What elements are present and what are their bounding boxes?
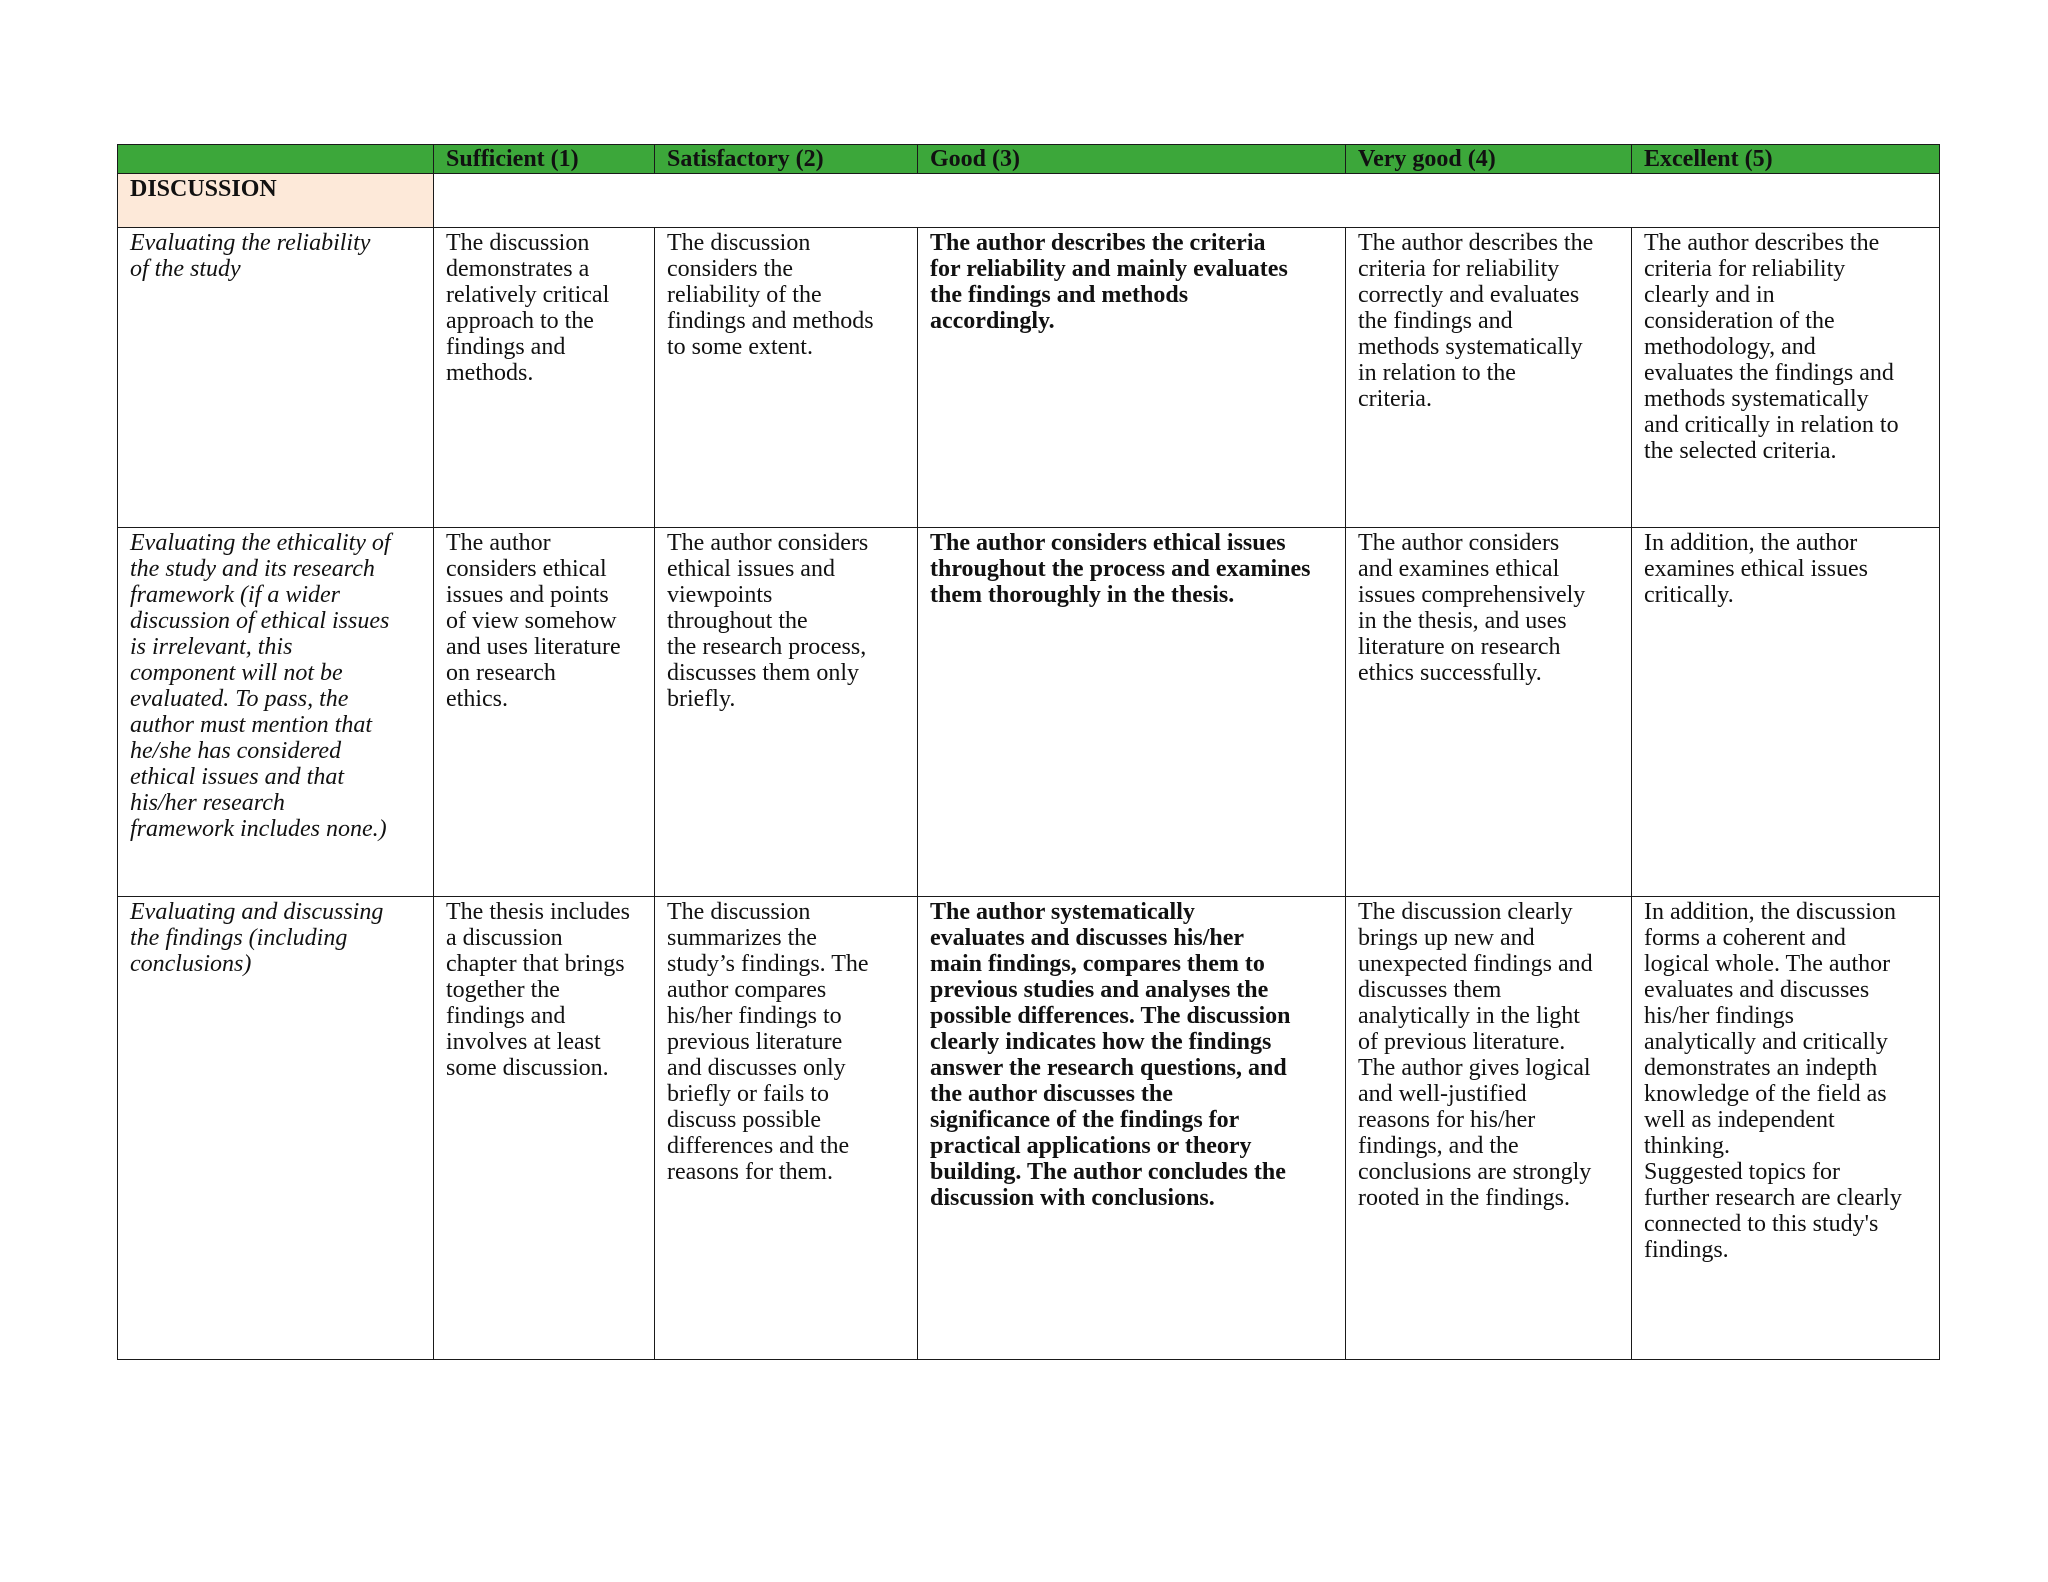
satisfactory-text: The discussion considers the reliability of the findings and methods to some extent. [667, 230, 874, 360]
good-text: The author systematically evaluates and discusses his/her main findings, compares them to previous studies and analyses the possible differences. The discussion clearly indicates how the findings answer the research questions, and the author discusses the significance of the findings for practical applications or theory building. The author concludes the discussion with conclusions. [930, 899, 1291, 1211]
satisfactory-cell [655, 228, 918, 528]
criterion-cell [118, 897, 434, 1360]
satisfactory-text: The discussion summarizes the study’s findings. The author compares his/her findings to previous literature and discusses only briefly or fails to discuss possible differences and the reasons for them. [667, 899, 869, 1185]
criterion-text: Evaluating the ethicality of the study and its research framework (if a wider discussion of ethical issues is irrelevant, this component will not be evaluated. To pass, the author must mention that he/she has considered ethical issues and that his/her research framework includes none.) [130, 530, 391, 842]
table-row [118, 228, 1940, 528]
excellent-text: The author describes the criteria for reliability clearly and in consideration of the methodology, and evaluates the findings and methods systematically and critically in relation to the selected criteria. [1644, 230, 1899, 464]
header-good: Good (3) [918, 145, 1346, 174]
good-cell [918, 528, 1346, 897]
criterion-text: Evaluating the reliability of the study [130, 230, 371, 282]
header-sufficient: Sufficient (1) [434, 145, 655, 174]
good-text: The author considers ethical issues throughout the process and examines them thoroughly in the thesis. [930, 530, 1311, 608]
grade-header-row [118, 145, 1940, 174]
very-good-cell [1346, 897, 1632, 1360]
criterion-cell [118, 228, 434, 528]
discussion-rubric-table [117, 144, 1940, 1360]
satisfactory-cell [655, 897, 918, 1360]
very-good-cell [1346, 528, 1632, 897]
sufficient-cell [434, 228, 655, 528]
satisfactory-cell [655, 528, 918, 897]
very-good-text: The author describes the criteria for reliability correctly and evaluates the findings and methods systematically in relation to the criteria. [1358, 230, 1594, 412]
rubric-page [117, 144, 1939, 1360]
good-text: The author describes the criteria for reliability and mainly evaluates the findings and methods accordingly. [930, 230, 1288, 334]
excellent-text: In addition, the discussion forms a coherent and logical whole. The author evaluates and discusses his/her findings analytically and critically demonstrates an indepth knowledge of the field as well as independent thinking. Suggested topics for further research are clearly connected to this study's findings. [1644, 899, 1902, 1263]
excellent-text: In addition, the author examines ethical issues critically. [1644, 530, 1868, 608]
header-criterion-column [118, 145, 434, 174]
sufficient-cell [434, 897, 655, 1360]
section-empty-cell [434, 174, 1940, 228]
sufficient-cell [434, 528, 655, 897]
table-row [118, 897, 1940, 1360]
excellent-cell [1632, 228, 1940, 528]
very-good-cell [1346, 228, 1632, 528]
criterion-cell [118, 528, 434, 897]
sufficient-text: The author considers ethical issues and points of view somehow and uses literature on research ethics. [446, 530, 621, 712]
table-row [118, 528, 1940, 897]
good-cell [918, 897, 1346, 1360]
excellent-cell [1632, 528, 1940, 897]
satisfactory-text: The author considers ethical issues and viewpoints throughout the the research process, discusses them only briefly. [667, 530, 869, 712]
sufficient-text: The thesis includes a discussion chapter that brings together the findings and involves at least some discussion. [446, 899, 630, 1081]
section-label: DISCUSSION [118, 174, 434, 228]
header-satisfactory: Satisfactory (2) [655, 145, 918, 174]
excellent-cell [1632, 897, 1940, 1360]
header-excellent: Excellent (5) [1632, 145, 1940, 174]
criterion-text: Evaluating and discussing the findings (including conclusions) [130, 899, 384, 977]
good-cell [918, 228, 1346, 528]
very-good-text: The discussion clearly brings up new and unexpected findings and discusses them analytically in the light of previous literature. The author gives logical and well-justified reasons for his/her findings, and the conclusions are strongly rooted in the findings. [1358, 899, 1593, 1211]
header-very-good: Very good (4) [1346, 145, 1632, 174]
sufficient-text: The discussion demonstrates a relatively critical approach to the findings and methods. [446, 230, 610, 386]
very-good-text: The author considers and examines ethical issues comprehensively in the thesis, and uses literature on research ethics successfully. [1358, 530, 1586, 686]
section-row [118, 174, 1940, 228]
